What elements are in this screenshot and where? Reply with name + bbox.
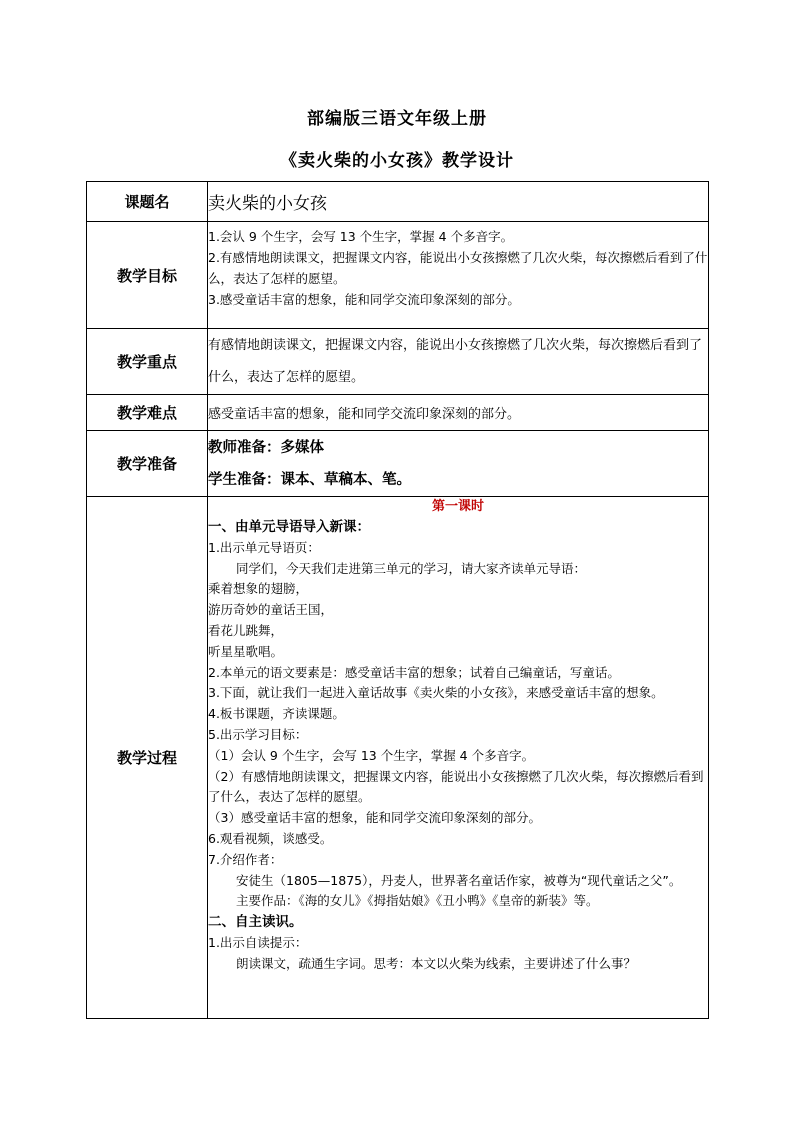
process-line: 同学们，今天我们走进第三单元的学习，请大家齐读单元导语：	[236, 560, 587, 576]
document-title: 部编版三语文年级上册	[307, 109, 487, 129]
process-line: 6.观看视频，谈感受。	[208, 830, 333, 846]
document-subtitle: 《卖火柴的小女孩》教学设计	[280, 151, 514, 171]
table-row	[87, 329, 709, 395]
preparation-value	[208, 431, 709, 497]
table-row	[87, 431, 709, 497]
process-line: （3）感受童话丰富的想象，能和同学交流印象深刻的部分。	[208, 810, 541, 826]
process-line: 2.本单元的语文要素是：感受童话丰富的想象；试着自己编童话，写童话。	[208, 664, 620, 680]
process-line: 朗读课文，疏通生字词。思考：本文以火柴为线索，主要讲述了什么事？	[236, 955, 637, 971]
topic-label: 课题名	[87, 182, 208, 222]
key-value: 有感情地朗读课文，把握课文内容，能说出小女孩擦燃了几次火柴，每次擦燃后看到了什么，表达了怎样的愿望。	[208, 329, 709, 395]
table-row	[87, 222, 709, 329]
process-line: 主要作品：《海的女儿》《拇指姑娘》《丑小鸭》《皇帝的新装》等。	[236, 893, 599, 909]
process-line: 乘着想象的翅膀，	[208, 581, 309, 597]
topic-value: 卖火柴的小女孩	[208, 182, 709, 222]
table-row	[87, 497, 709, 1019]
process-line: 7.介绍作者：	[208, 851, 283, 867]
goals-label: 教学目标	[87, 222, 208, 329]
process-line: 1.出示自读提示：	[208, 934, 308, 950]
process-line: 一、由单元导语导入新课：	[208, 519, 370, 535]
lesson-plan-table	[86, 181, 709, 1019]
process-line: （2）有感情地朗读课文，把握课文内容，能说出小女孩擦燃了几次火柴，每次擦燃后看到了什么，表达了怎样的愿望。	[208, 768, 704, 805]
student-preparation: 学生准备：课本、草稿本、笔。	[208, 471, 411, 488]
process-line: 听星星歌唱。	[208, 643, 284, 659]
key-label: 教学重点	[87, 329, 208, 395]
process-line: （1）会认 9 个生字，会写 13 个生字，掌握 4 个多音字。	[208, 747, 535, 763]
goals-value	[208, 222, 709, 329]
process-line: 3.下面，就让我们一起进入童话故事《卖火柴的小女孩》，来感受童话丰富的想象。	[208, 685, 664, 701]
process-line: 5.出示学习目标：	[208, 726, 308, 742]
process-line: 二、自主读识。	[208, 914, 303, 931]
process-label: 教学过程	[87, 497, 208, 1019]
lesson-heading: 第一课时	[431, 499, 484, 514]
process-line: 1.出示单元导语页：	[208, 539, 320, 555]
process-value	[208, 497, 709, 1019]
difficulty-label: 教学难点	[87, 395, 208, 431]
process-line: 看花儿跳舞，	[208, 622, 284, 638]
goal-item: 2.有感情地朗读课文，把握课文内容，能说出小女孩擦燃了几次火柴，每次擦燃后看到了什么，表达了怎样的愿望。	[208, 250, 708, 286]
process-line: 游历奇妙的童话王国，	[208, 602, 334, 618]
preparation-label: 教学准备	[87, 431, 208, 497]
table-row	[87, 182, 709, 222]
table-row	[87, 395, 709, 431]
goal-item: 3.感受童话丰富的想象，能和同学交流印象深刻的部分。	[208, 292, 520, 307]
difficulty-value: 感受童话丰富的想象，能和同学交流印象深刻的部分。	[208, 395, 709, 431]
goal-item: 1.会认 9 个生字，会写 13 个生字，掌握 4 个多音字。	[208, 229, 514, 244]
teacher-preparation: 教师准备：多媒体	[208, 439, 324, 456]
process-line: 4.板书课题，齐读课题。	[208, 706, 345, 722]
process-line: 安徒生（1805—1875），丹麦人，世界著名童话作家，被尊为“现代童话之父”。	[236, 872, 682, 888]
